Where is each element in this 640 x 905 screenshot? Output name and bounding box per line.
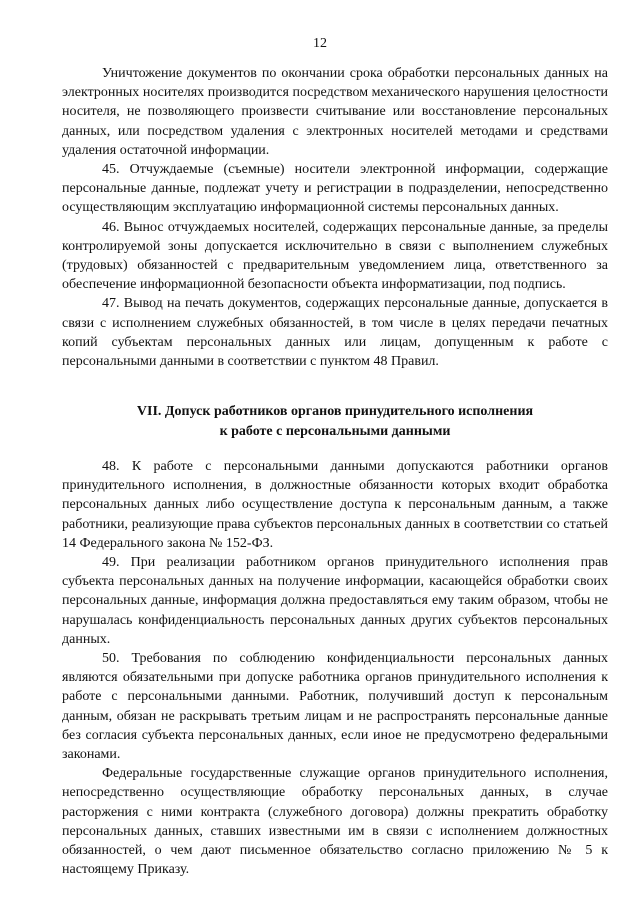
section-heading-line-1: VII. Допуск работников органов принудительного исполнения [136,404,534,419]
paragraph-45: 45. Отчуждаемые (съемные) носители электронной информации, содержащие персональные данные, подлежат учету и регистрации в подразделении, непосредственно осуществляющим эксплуатацию информационной системы персональных данных. [62,162,608,216]
text-block-top [62,64,608,371]
paragraph-federal-servants: Федеральные государственные служащие органов принудительного исполнения, непосредственно осуществляющие обработку персональных данных, в случае расторжения с ними контракта (служебного договора) должны прекратить обработку персональных данных, ставших известными им в связи с исполнением должностных обязанностей, о чем дают письменное обязательство согласно приложению № 5 к настоящему Приказу. [62,766,608,878]
paragraph-50: 50. Требования по соблюдению конфиденциальности персональных данных являются обязательными при допуске работника органов принудительного исполнения к работе с персональными данными. Работник, получивший доступ к персональным данным, обязан не раскрывать третьим лицам и не распространять персональные данные без согласия субъекта персональных данных, если иное не предусмотрено федеральными законами. [62,651,608,763]
page-number: 12 [313,36,327,51]
section-heading [62,402,608,441]
paragraph-46: 46. Вынос отчуждаемых носителей, содержащих персональные данные, за пределы контролируемой зоны допускается исключительно в связи с выполнением служебных (трудовых) обязанностей с предварительным уведомлением лица, ответственного за обеспечение информационной безопасности объекта информатизации, под подпись. [62,219,608,293]
paragraph: Уничтожение документов по окончании срока обработки персональных данных на электронных носителях производится посредством механического нарушения целостности носителя, не позволяющего произвести считывание или восстановление персональных данных, или посредством удаления с электронных носителей методами и средствами удаления остаточной информации. [62,66,608,158]
paragraph-48: 48. К работе с персональными данными допускаются работники органов принудительного исполнения, в должностные обязанности которых входит обработка персональных данных либо осуществление доступа к персональным данным, а также работники, реализующие права субъектов персональных данных в соответствии со статьей 14 Федерального закона № 152-ФЗ. [62,459,608,551]
text-block-bottom [62,457,608,879]
section-heading-line-2: к работе с персональными данными [219,423,451,439]
paragraph-47: 47. Вывод на печать документов, содержащих персональные данные, допускается в связи с исполнением служебных обязанностей, в том числе в целях передачи печатных копий субъектам персональных данных или лицам, допущенным к работе с персональными данными в соответствии с пунктом 48 Правил. [62,296,608,370]
paragraph-49: 49. При реализации работником органов принудительного исполнения прав субъекта персональных данных на получение информации, касающейся обработки своих персональных данные, информация должна предоставляться ему таким образом, чтобы не нарушалась конфиденциальность персональных данных других субъектов персональных данных. [62,555,608,647]
